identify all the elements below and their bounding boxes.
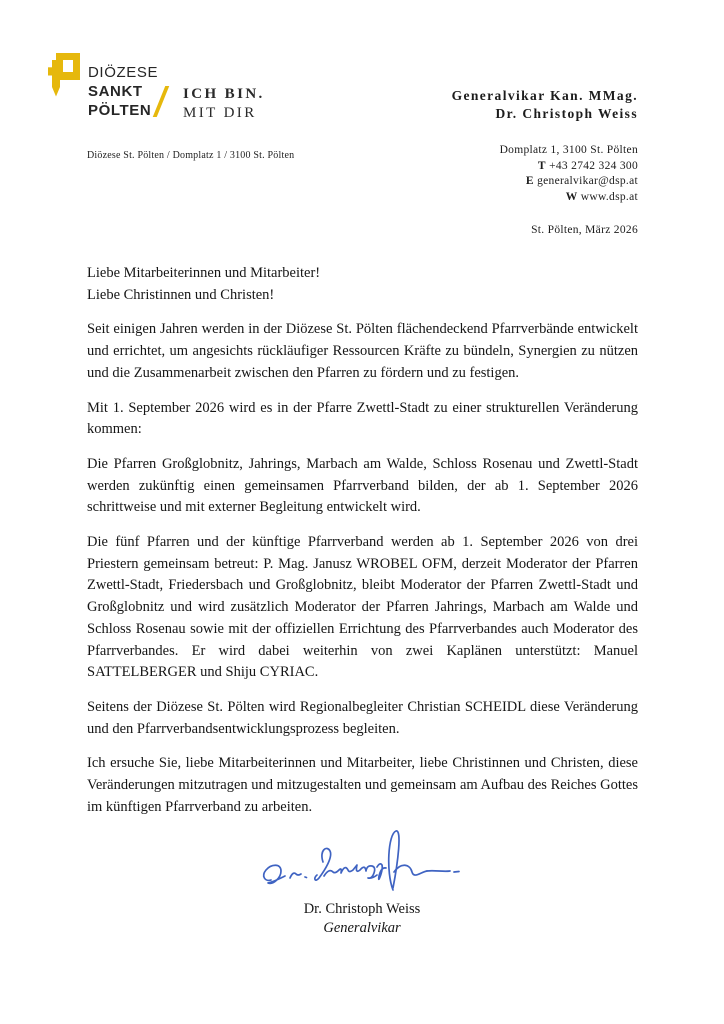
- paragraph-1: Seit einigen Jahren werden in der Diözese St. Pölten flächendeckend Pfarrverbände entwickelt und errichtet, um angesichts rückläufiger Ressourcen Kräfte zu bündeln, Synergien zu nützen und die Zusammenarbeit zwischen den Pfarren zu fördern und zu festigen.: [87, 321, 638, 381]
- sender-name-block: [452, 87, 638, 123]
- web-label: W: [565, 190, 578, 203]
- paragraph-5: Seitens der Diözese St. Pölten wird Regionalbegleiter Christian SCHEIDL diese Veränderung und den Pfarrverbandsentwicklungsprozess begleiten.: [87, 698, 638, 737]
- phone-label: T: [537, 159, 546, 172]
- sender-name-line: Dr. Christoph Weiss: [495, 106, 638, 121]
- email-address: generalvikar@dsp.at: [537, 175, 638, 187]
- email-label: E: [525, 175, 534, 187]
- brand-wordmark: [88, 63, 158, 120]
- brand-line-dioezese: DIÖZESE: [88, 64, 159, 81]
- sender-address-line: Diözese St. Pölten / Domplatz 1 / 3100 St. Pölten: [87, 150, 295, 161]
- paragraph-2: Mit 1. September 2026 wird es in der Pfarre Zwettl-Stadt zu einer strukturellen Veränderung kommen:: [87, 399, 638, 438]
- web-address: www.dsp.at: [580, 190, 638, 203]
- sender-title-line: Generalvikar Kan. MMag.: [451, 88, 638, 103]
- salutation-line-2: Liebe Christinnen und Christen!: [87, 286, 275, 303]
- slogan-line-1: ICH BIN.: [183, 86, 265, 102]
- brand-slogan: [183, 85, 265, 123]
- signatory-name: Dr. Christoph Weiss: [303, 901, 421, 917]
- diocese-logo-icon: [48, 53, 80, 97]
- handwritten-signature: [257, 820, 467, 900]
- paragraph-4: Die fünf Pfarren und der künftige Pfarrverband werden ab 1. September 2026 von drei Priestern gemeinsam betreut: P. Mag. Janusz WROBEL OFM, derzeit Moderator der Pfarren Zwettl-Stadt, Friedersbach und Großglobnitz, bleibt Moderator der Pfarren Zwettl-Stadt und Großglobnitz und wird zusätzlich Moderator der Pfarren Jahrings, Marbach am Walde und Schloss Rosenau sowie mit der offiziellen Errichtung des Pfarrverbandes auch Moderator des Pfarrverbandes. Er wird dabei weiterhin von zwei Kaplänen unterstützt: Manuel SATTELBERGER und Shiju CYRIAC.: [87, 534, 638, 681]
- letter-body: [87, 250, 638, 831]
- brand-line-sankt: SANKT: [88, 83, 143, 100]
- dateline: St. Pölten, März 2026: [531, 224, 638, 236]
- contact-address: Domplatz 1, 3100 St. Pölten: [499, 144, 638, 156]
- phone-number: +43 2742 324 300: [549, 159, 638, 172]
- salutation-line-1: Liebe Mitarbeiterinnen und Mitarbeiter!: [87, 265, 321, 281]
- brand-line-poelten: PÖLTEN: [88, 102, 152, 119]
- slogan-line-2: MIT DIR: [183, 105, 257, 121]
- contact-details: [452, 143, 638, 205]
- paragraph-6: Ich ersuche Sie, liebe Mitarbeiterinnen und Mitarbeiter, liebe Christinnen und Christen, diese Veränderungen mitzutragen und mitzugestalten und gemeinsam am Aufbau des Reiches Gottes im künftigen Pfarrverband zu arbeiten.: [87, 755, 638, 815]
- header-contact-block: [452, 87, 638, 236]
- contact-phone: [452, 159, 638, 175]
- contact-web: [452, 190, 638, 206]
- paragraph-3: Die Pfarren Großglobnitz, Jahrings, Marbach am Walde, Schloss Rosenau und Zwettl-Stadt werden zukünftig einen gemeinsamen Pfarrverband bilden, der ab 1. September 2026 schrittweise und mit externer Begleitung entwickelt wird.: [87, 455, 638, 516]
- signatory-title: Generalvikar: [323, 920, 401, 936]
- contact-email: [452, 174, 638, 190]
- signature-block: [237, 820, 487, 937]
